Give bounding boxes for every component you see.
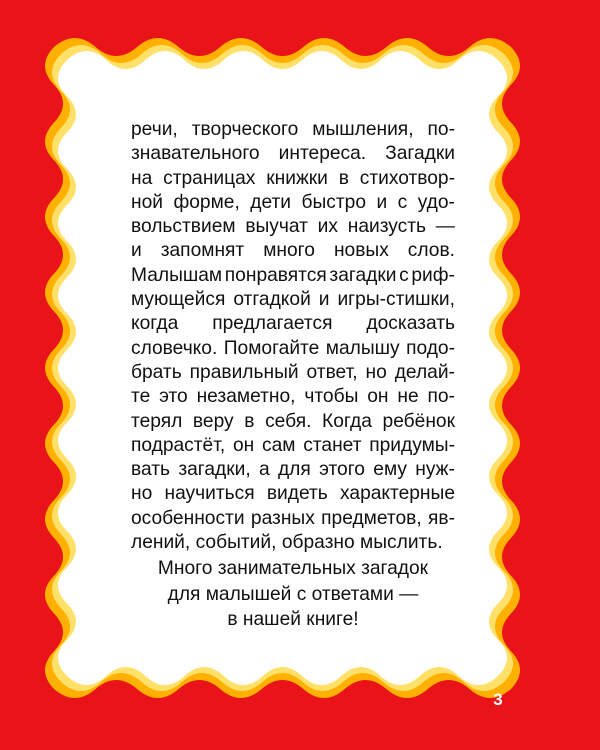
closing-line-2: для малышей с ответами —: [167, 583, 419, 605]
text-line-15: вать загадки, а для этого ему нуж-: [131, 459, 455, 481]
text-line-3: на страницах книжки в стихотвор-: [131, 167, 455, 189]
text-line-11: брать правильный ответ, но делай-: [131, 361, 455, 383]
text-line-12: те это незаметно, чтобы он не по-: [131, 386, 455, 408]
text-line-4: ной форме, дети быстро и с удо-: [131, 191, 455, 213]
text-line-7: Малышам понравятся загадки с риф-: [131, 264, 455, 286]
text-line-18: лений, событий, образно мыслить.: [131, 532, 443, 554]
text-line-16: но научиться видеть характерные: [131, 483, 455, 505]
text-line-9: когда предлагается досказать: [131, 313, 455, 335]
text-line-13: терял веру в себя. Когда ребёнок: [131, 410, 455, 432]
text-line-10: словечко. Помогайте малышу подо-: [131, 337, 455, 359]
closing-line-1: Много занимательных загадок: [157, 558, 429, 579]
text-line-14: подрастёт, он сам станет придумы-: [131, 434, 455, 456]
paragraph-text: [131, 118, 455, 555]
closing-paragraph: [131, 556, 455, 633]
text-line-6: и запомнят много новых слов.: [131, 240, 455, 262]
text-line-1: речи, творческого мышления, по-: [131, 119, 455, 140]
text-line-17: особенности разных предметов, яв-: [131, 507, 455, 529]
closing-line-3: в нашей книге!: [227, 609, 359, 630]
text-line-2: знавательного интереса. Загадки: [131, 143, 455, 165]
text-line-5: вольствием выучат их наизусть —: [131, 216, 455, 238]
text-line-8: мующейся отгадкой и игры-стишки,: [131, 289, 455, 311]
page-number: 3: [493, 690, 503, 709]
